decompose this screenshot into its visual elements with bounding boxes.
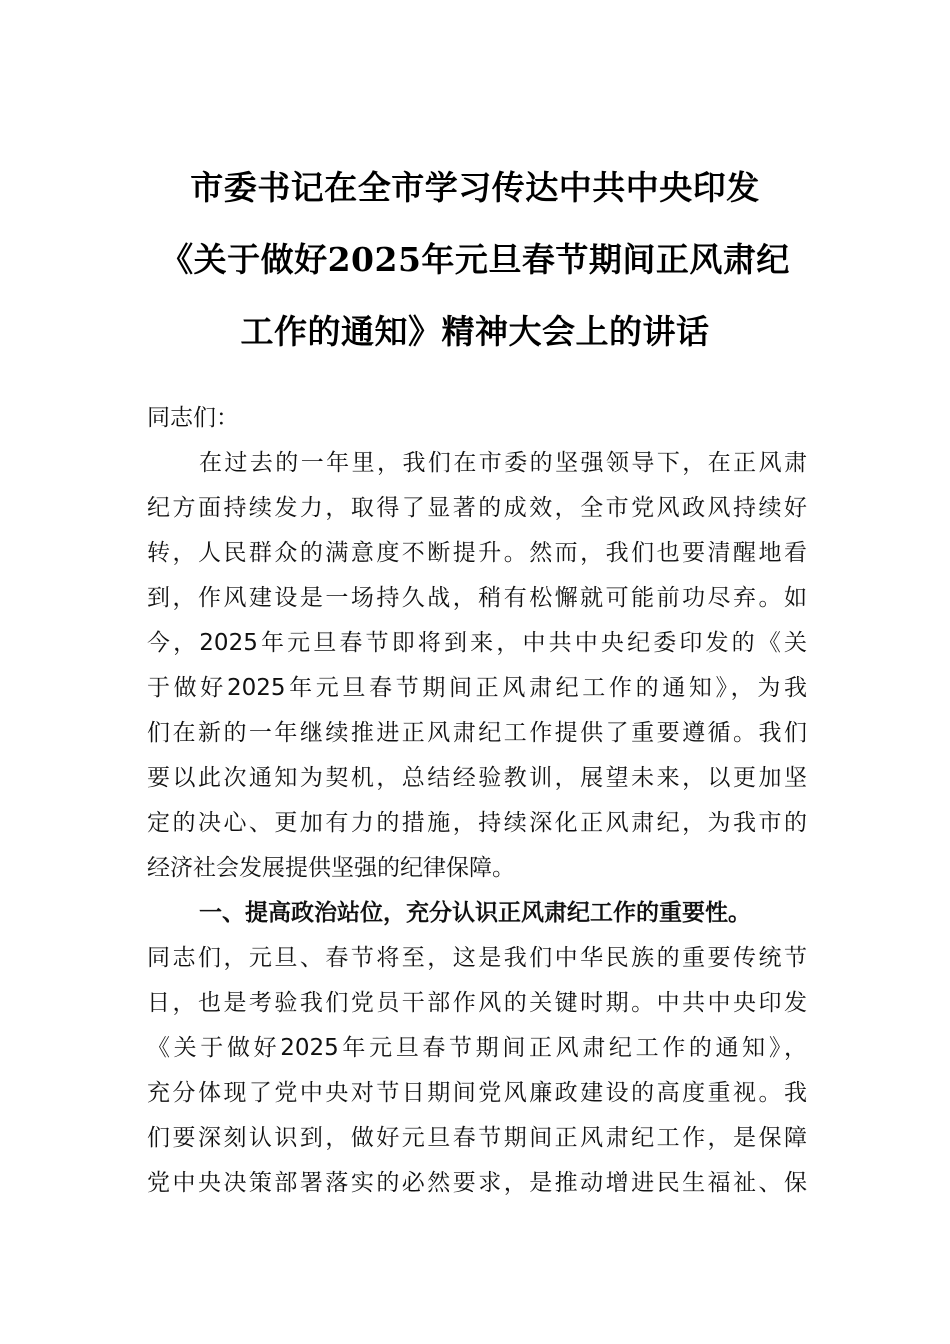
document-title — [130, 152, 820, 368]
document-body — [147, 396, 807, 1206]
paragraph-1-line: 在过去的一年里，我们在市委的坚强领导下，在正风肃 — [199, 450, 807, 476]
section-1-line: 充分体现了党中央对节日期间党风廉政建设的高度重视。我 — [147, 1080, 807, 1106]
section-1-line: 党中央决策部署落实的必然要求，是推动增进民生福祉、保 — [147, 1170, 807, 1196]
paragraph-1-line: 定的决心、更加有力的措施，持续深化正风肃纪，为我市的 — [147, 810, 807, 836]
section-1-line: 日，也是考验我们党员干部作风的关键时期。中共中央印发 — [147, 990, 807, 1016]
paragraph-1-line: 要以此次通知为契机，总结经验教训，展望未来，以更加坚 — [147, 765, 807, 791]
paragraph-1-line: 纪方面持续发力，取得了显著的成效，全市党风政风持续好 — [147, 495, 807, 521]
section-1-line: 《关于做好2025年元旦春节期间正风肃纪工作的通知》， — [147, 1035, 807, 1061]
title-line-3: 工作的通知》精神大会上的讲话 — [240, 312, 710, 351]
salutation: 同志们： — [147, 405, 239, 431]
paragraph-1-line: 于做好2025年元旦春节期间正风肃纪工作的通知》，为我 — [147, 675, 807, 701]
paragraph-1-line: 转，人民群众的满意度不断提升。然而，我们也要清醒地看 — [147, 540, 807, 566]
title-line-1: 市委书记在全市学习传达中共中央印发 — [190, 168, 760, 207]
section-1-line: 们要深刻认识到，做好元旦春节期间正风肃纪工作，是保障 — [147, 1125, 807, 1151]
paragraph-1-line: 今，2025年元旦春节即将到来，中共中央纪委印发的《关 — [147, 630, 807, 656]
paragraph-1-line: 经济社会发展提供坚强的纪律保障。 — [147, 855, 515, 881]
section-1-heading: 一、提高政治站位，充分认识正风肃纪工作的重要性。 — [199, 900, 751, 926]
paragraph-1-line: 到，作风建设是一场持久战，稍有松懈就可能前功尽弃。如 — [147, 585, 807, 611]
paragraph-1-line: 们在新的一年继续推进正风肃纪工作提供了重要遵循。我们 — [147, 720, 807, 746]
title-line-2: 《关于做好2025年元旦春节期间正风肃纪 — [160, 240, 790, 279]
section-1-line: 同志们，元旦、春节将至，这是我们中华民族的重要传统节 — [147, 945, 807, 971]
